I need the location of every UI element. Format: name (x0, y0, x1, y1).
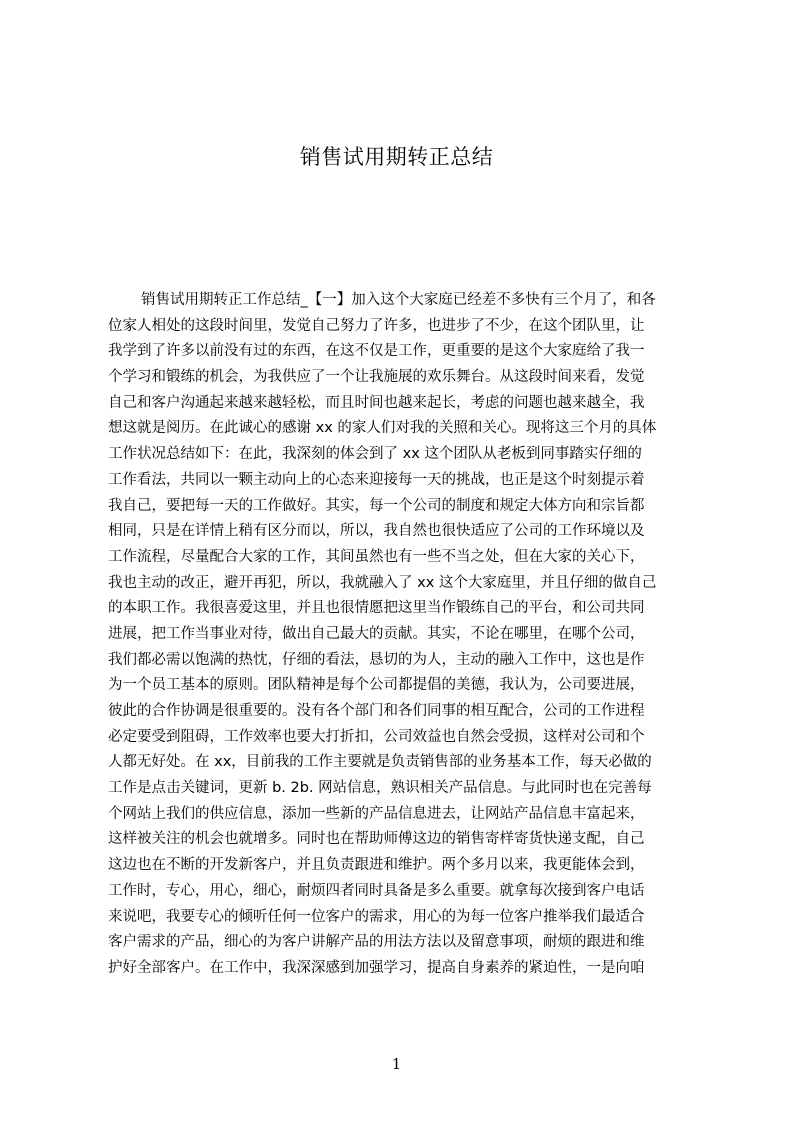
text-line: 这边也在不断的开发新客户，并且负责跟进和维护。两个多月以来，我更能体会到， (108, 857, 645, 874)
document-title: 销售试用期转正总结 (299, 145, 494, 169)
text-line: 进展，把工作当事业对待，做出自己最大的贡献。其实，不论在哪里，在哪个公司， (108, 625, 645, 642)
text-line: 来说吧，我要专心的倾听任何一位客户的需求，用心的为每一位客户推举我们最适合 (108, 908, 645, 925)
text-line: 为一个员工基本的原则。团队精神是每个公司都提倡的美德，我认为，公司要进展， (108, 677, 645, 694)
page-number: 1 (391, 1055, 402, 1073)
body-text (108, 288, 698, 1018)
text-line: 相同，只是在详情上稍有区分而以，所以，我自然也很快适应了公司的工作环境以及 (108, 523, 645, 540)
text-line: 我们都必需以饱满的热忱，仔细的看法，恳切的为人，主动的融入工作中，这也是作 (108, 651, 645, 668)
text-line: 个学习和锻练的机会，为我供应了一个让我施展的欢乐舞台。从这段时间来看，发觉 (108, 369, 645, 386)
text-line: 客户需求的产品，细心的为客户讲解产品的用法方法以及留意事项，耐烦的跟进和维 (108, 934, 645, 951)
text-line: 工作看法，共同以一颗主动向上的心态来迎接每一天的挑战，也正是这个时刻提示着 (108, 471, 645, 488)
text-line: 这样被关注的机会也就增多。同时也在帮助师傅这边的销售寄样寄货快递支配，自己 (108, 831, 645, 848)
text-line: 想这就是阅历。在此诚心的感谢 xx 的家人们对我的关照和关心。现将这三个月的具体 (108, 420, 657, 437)
text-line: 护好全部客户。在工作中，我深深感到加强学习，提高自身素养的紧迫性，一是向咱 (108, 959, 645, 976)
text-line: 位家人相处的这段时间里，发觉自己努力了许多，也进步了不少，在这个团队里，让 (108, 317, 645, 334)
text-line: 彼此的合作协调是很重要的。没有各个部门和各们同事的相互配合，公司的工作进程 (108, 703, 645, 719)
text-line: 必定要受到阻碍，工作效率也要大打折扣，公司效益也自然会受损，这样对公司和个 (108, 728, 645, 745)
text-line: 工作状况总结如下：在此，我深刻的体会到了 xx 这个团队从老板到同事踏实仔细的 (108, 446, 642, 463)
text-line: 自己和客户沟通起来越来越轻松，而且时间也越来起长，考虑的问题也越来越全，我 (108, 394, 645, 411)
text-line: 个网站上我们的供应信息，添加一些新的产品信息进去，让网站产品信息丰富起来， (108, 805, 645, 822)
text-line: 我学到了许多以前没有过的东西，在这不仅是工作，更重要的是这个大家庭给了我一 (108, 343, 645, 360)
text-line: 工作流程，尽量配合大家的工作，其间虽然也有一些不当之处，但在大家的关心下， (108, 548, 645, 565)
text-line: 我自己，要把每一天的工作做好。其实，每一个公司的制度和规定大体方向和宗旨都 (108, 497, 645, 514)
text-line: 工作是点击关键词，更新 b. 2b. 网站信息，熟识相关产品信息。与此同时也在完善每 (108, 780, 652, 797)
text-line: 的本职工作。我很喜爱这里，并且也很情愿把这里当作锻练自己的平台，和公司共同 (108, 600, 645, 617)
text-line: 销售试用期转正工作总结_【一】加入这个大家庭已经差不多快有三个月了，和各 (141, 292, 656, 308)
text-line: 工作时，专心，用心，细心，耐烦四者同时具备是多么重要。就拿每次接到客户电话 (108, 882, 645, 899)
text-line: 人都无好处。在 xx，目前我的工作主要就是负责销售部的业务基本工作，每天必做的 (108, 754, 652, 771)
text-line: 我也主动的改正，避开再犯，所以，我就融入了 xx 这个大家庭里，并且仔细的做自己 (108, 574, 657, 591)
